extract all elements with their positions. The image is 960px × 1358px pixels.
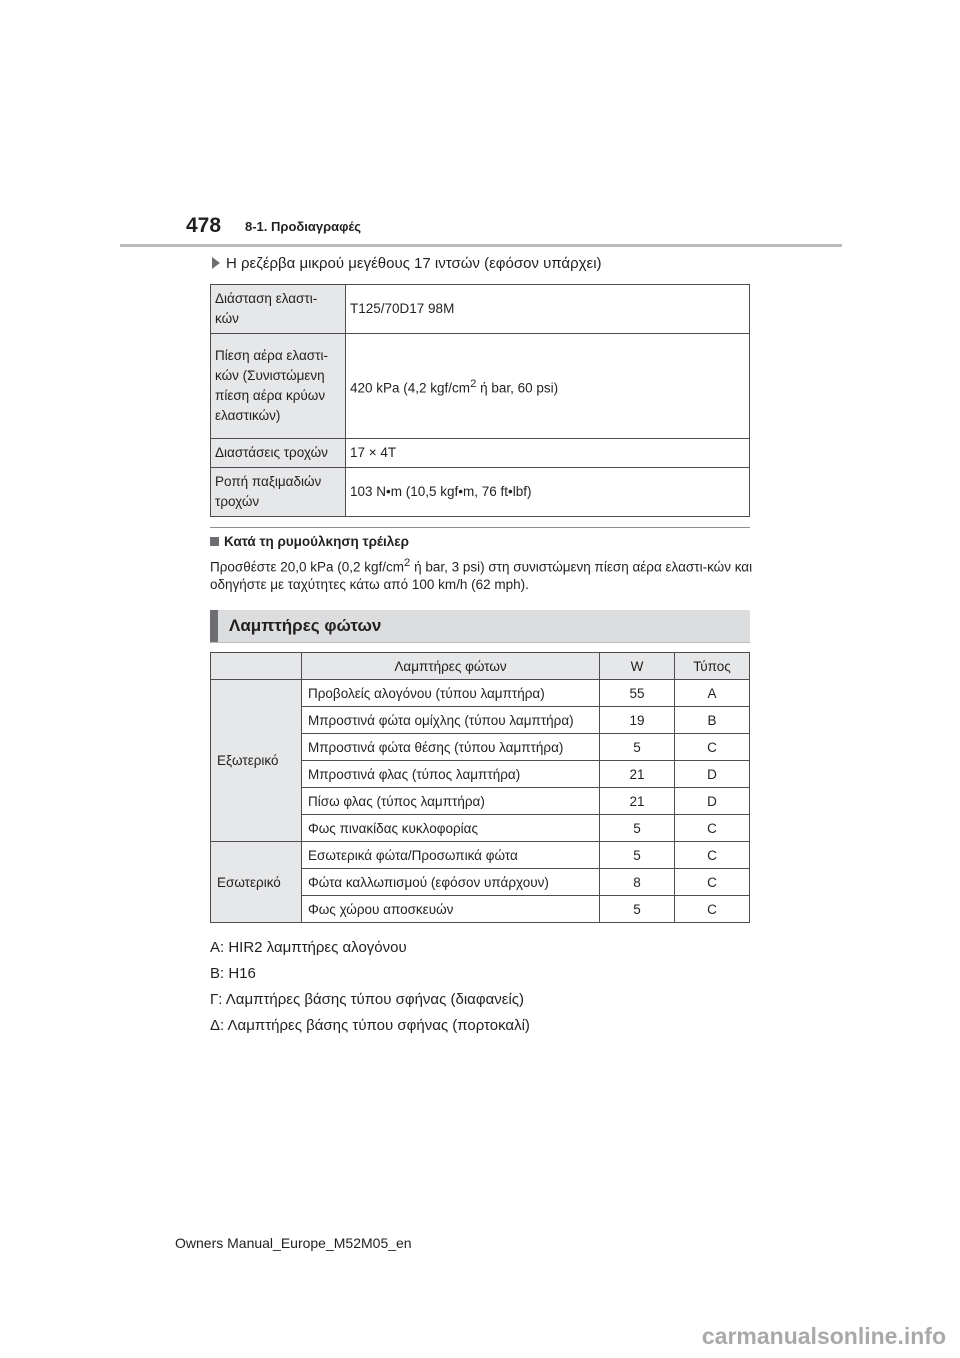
bulb-type: B xyxy=(675,707,750,734)
bulb-watt: 8 xyxy=(600,869,675,896)
light-bulbs-table xyxy=(210,652,750,923)
bulb-name: Φως πινακίδας κυκλοφορίας xyxy=(302,815,600,842)
bulb-name: Φως χώρου αποσκευών xyxy=(302,896,600,923)
legend-item: B: H16 xyxy=(210,965,256,982)
bulb-name: Μπροστινά φώτα θέσης (τύπου λαμπτήρα) xyxy=(302,734,600,761)
bulb-watt: 55 xyxy=(600,680,675,707)
legend-item: A: HIR2 λαμπτήρες αλογόνου xyxy=(210,939,407,956)
legend-item: Δ: Λαμπτήρες βάσης τύπου σφήνας (πορτοκαλί) xyxy=(210,1017,530,1034)
bulb-name: Φώτα καλλωπισμού (εφόσον υπάρχουν) xyxy=(302,869,600,896)
spare-tire-spec-table xyxy=(210,284,750,517)
triangle-bullet-icon xyxy=(212,257,220,269)
trailer-body xyxy=(210,555,755,593)
light-bulbs-banner xyxy=(210,610,750,643)
square-bullet-icon xyxy=(210,537,219,546)
bulb-watt: 5 xyxy=(600,842,675,869)
bulb-type: C xyxy=(675,896,750,923)
bulb-watt: 21 xyxy=(600,761,675,788)
watermark: carmanualsonline.info xyxy=(701,1323,946,1349)
bulb-name: Προβολείς αλογόνου (τύπου λαμπτήρα) xyxy=(302,680,600,707)
spec-label: Διαστάσεις τροχών xyxy=(211,439,346,468)
pressure-value-text-end: ή bar, 60 psi) xyxy=(476,380,559,396)
trailer-heading xyxy=(210,534,409,549)
trailer-body-text: Προσθέστε 20,0 kPa (0,2 kgf/cm xyxy=(210,559,405,575)
spec-label: Πίεση αέρα ελαστι-κών (Συνιστώμενη πίεση αέρα κρύων ελαστικών) xyxy=(211,334,346,439)
spec-label: Ροπή παξιμαδιών τροχών xyxy=(211,468,346,517)
pressure-value-text: 420 kPa (4,2 kgf/cm xyxy=(350,380,471,396)
bulb-watt: 5 xyxy=(600,896,675,923)
trailer-body-text-end: ή bar, 3 psi) στη συνιστώμενη πίεση αέρα ελαστι-κών και οδηγήστε με ταχύτητες κάτω από 100 km/h (62 mph). xyxy=(210,559,753,592)
bulb-type: A xyxy=(675,680,750,707)
bulb-watt: 21 xyxy=(600,788,675,815)
page-number: 478 xyxy=(186,214,222,237)
spec-value: T125/70D17 98M xyxy=(346,285,750,334)
bulb-name: Πίσω φλας (τύπος λαμπτήρα) xyxy=(302,788,600,815)
light-bulbs-title: Λαμπτήρες φώτων xyxy=(229,616,382,635)
bulb-watt: 19 xyxy=(600,707,675,734)
bulb-type: C xyxy=(675,869,750,896)
spare-tire-heading-text: Η ρεζέρβα μικρού μεγέθους 17 ιντσών (εφόσον υπάρχει) xyxy=(226,255,602,272)
trailer-heading-text: Κατά τη ρυμούλκηση τρέιλερ xyxy=(224,534,410,549)
table-row xyxy=(211,285,750,334)
bulb-type-legend xyxy=(210,935,530,1039)
bulb-type: C xyxy=(675,734,750,761)
bulb-type: D xyxy=(675,788,750,815)
pressure-value-sup: 2 xyxy=(470,377,477,390)
table-row xyxy=(211,680,750,707)
spec-value: 103 N•m (10,5 kgf•m, 76 ft•lbf) xyxy=(346,468,750,517)
bulb-type: C xyxy=(675,815,750,842)
group-label-exterior: Εξωτερικό xyxy=(211,680,302,842)
header-cell-w: W xyxy=(600,653,675,680)
banner-accent-bar xyxy=(210,610,218,642)
trailer-body-sup: 2 xyxy=(404,557,411,569)
bulb-name: Μπροστινά φώτα ομίχλης (τύπου λαμπτήρα) xyxy=(302,707,600,734)
header-rule xyxy=(120,244,842,247)
section-divider xyxy=(210,527,750,528)
spec-value: 17 × 4T xyxy=(346,439,750,468)
bulb-watt: 5 xyxy=(600,734,675,761)
bulb-type: D xyxy=(675,761,750,788)
bulb-name: Εσωτερικά φώτα/Προσωπικά φώτα xyxy=(302,842,600,869)
spec-value xyxy=(346,334,750,439)
table-row xyxy=(211,468,750,517)
header-cell-bulbs: Λαμπτήρες φώτων xyxy=(302,653,600,680)
group-label-interior: Εσωτερικό xyxy=(211,842,302,923)
spare-tire-heading xyxy=(212,255,602,272)
table-row xyxy=(211,334,750,439)
table-header-row xyxy=(211,653,750,680)
section-title: 8-1. Προδιαγραφές xyxy=(245,219,362,234)
bulb-watt: 5 xyxy=(600,815,675,842)
table-row xyxy=(211,439,750,468)
header-cell-type: Τύπος xyxy=(675,653,750,680)
bulb-name: Μπροστινά φλας (τύπος λαμπτήρα) xyxy=(302,761,600,788)
bulb-type: C xyxy=(675,842,750,869)
table-row xyxy=(211,842,750,869)
spec-label: Διάσταση ελαστι-κών xyxy=(211,285,346,334)
legend-item: Γ: Λαμπτήρες βάσης τύπου σφήνας (διαφανείς) xyxy=(210,991,524,1008)
footer-text: Owners Manual_Europe_M52M05_en xyxy=(175,1235,412,1251)
header-cell-blank xyxy=(211,653,302,680)
